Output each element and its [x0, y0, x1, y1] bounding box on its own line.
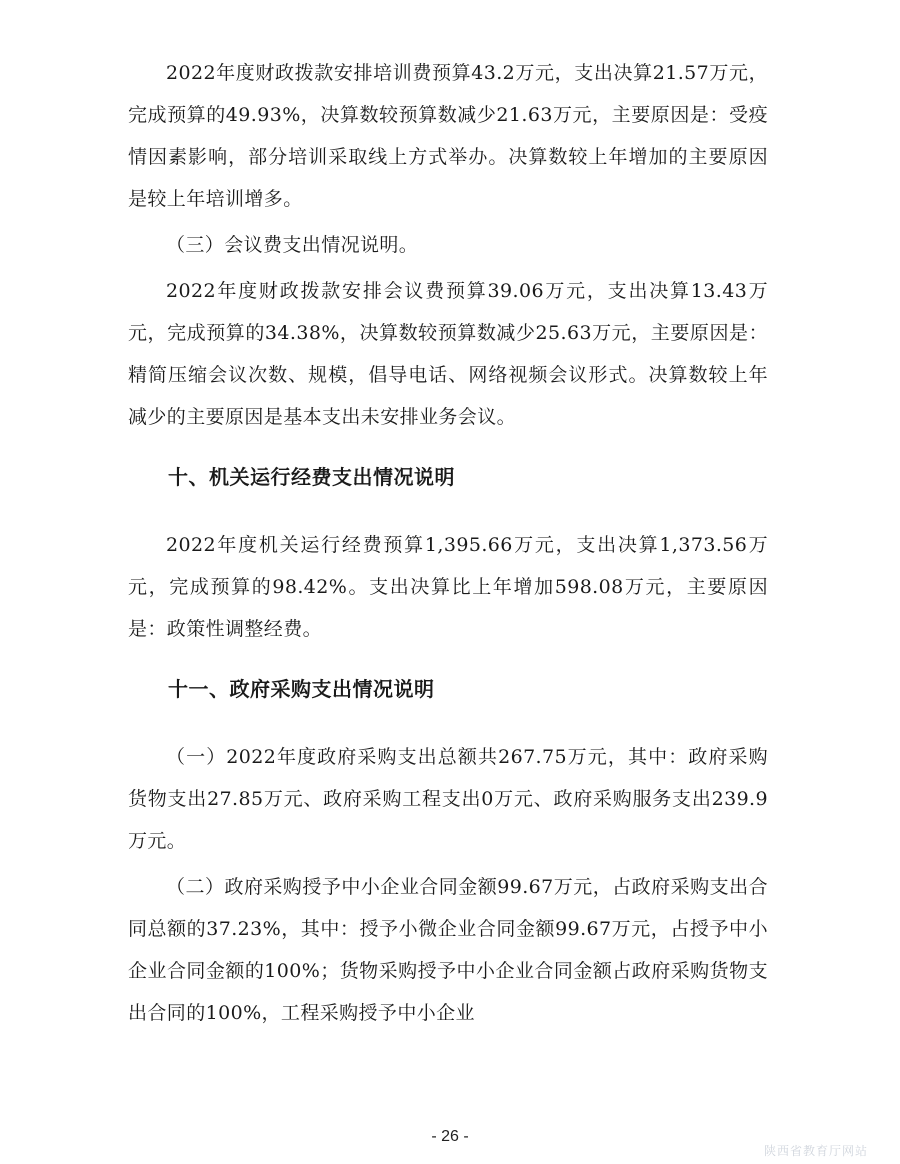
page-number: - 26 - — [431, 1128, 469, 1145]
site-watermark: 陕西省教育厅网站 — [763, 1144, 868, 1158]
paragraph-operating-expenses: 2022年度机关运行经费预算1,395.66万元，支出决算1,373.56万元，完成预算的98.42%。支出决算比上年增加598.08万元，主要原因是：政策性调整经费。 — [128, 534, 768, 640]
paragraph-procurement-total: （一）2022年度政府采购支出总额共267.75万元，其中：政府采购货物支出27.85万元、政府采购工程支出0万元、政府采购服务支出239.9万元。 — [128, 746, 768, 852]
paragraph-procurement-sme: （二）政府采购授予中小企业合同金额99.67万元，占政府采购支出合同总额的37.23%，其中：授予小微企业合同金额99.67万元，占授予中小企业合同金额的100%；货物采购授予中小企业合同金额占政府采购货物支出合同的100%，工程采购授予中小企业 — [128, 876, 768, 1024]
subheading-meeting-fee: （三）会议费支出情况说明。 — [166, 234, 419, 256]
paragraph-meeting-fee: 2022年度财政拨款安排会议费预算39.06万元，支出决算13.43万元，完成预算的34.38%，决算数较预算数减少25.63万元，主要原因是：精简压缩会议次数、规模，倡导电话、网络视频会议形式。决算数较上年减少的主要原因是基本支出未安排业务会议。 — [128, 280, 768, 428]
document-body — [128, 52, 768, 1038]
section-heading-operating-expenses: 十、机关运行经费支出情况说明 — [168, 465, 455, 489]
paragraph-training-fee: 2022年度财政拨款安排培训费预算43.2万元，支出决算21.57万元，完成预算的49.93%，决算数较预算数减少21.63万元，主要原因是：受疫情因素影响，部分培训采取线上方式举办。决算数较上年增加的主要原因是较上年培训增多。 — [128, 62, 768, 210]
section-heading-government-procurement: 十一、政府采购支出情况说明 — [168, 677, 435, 701]
